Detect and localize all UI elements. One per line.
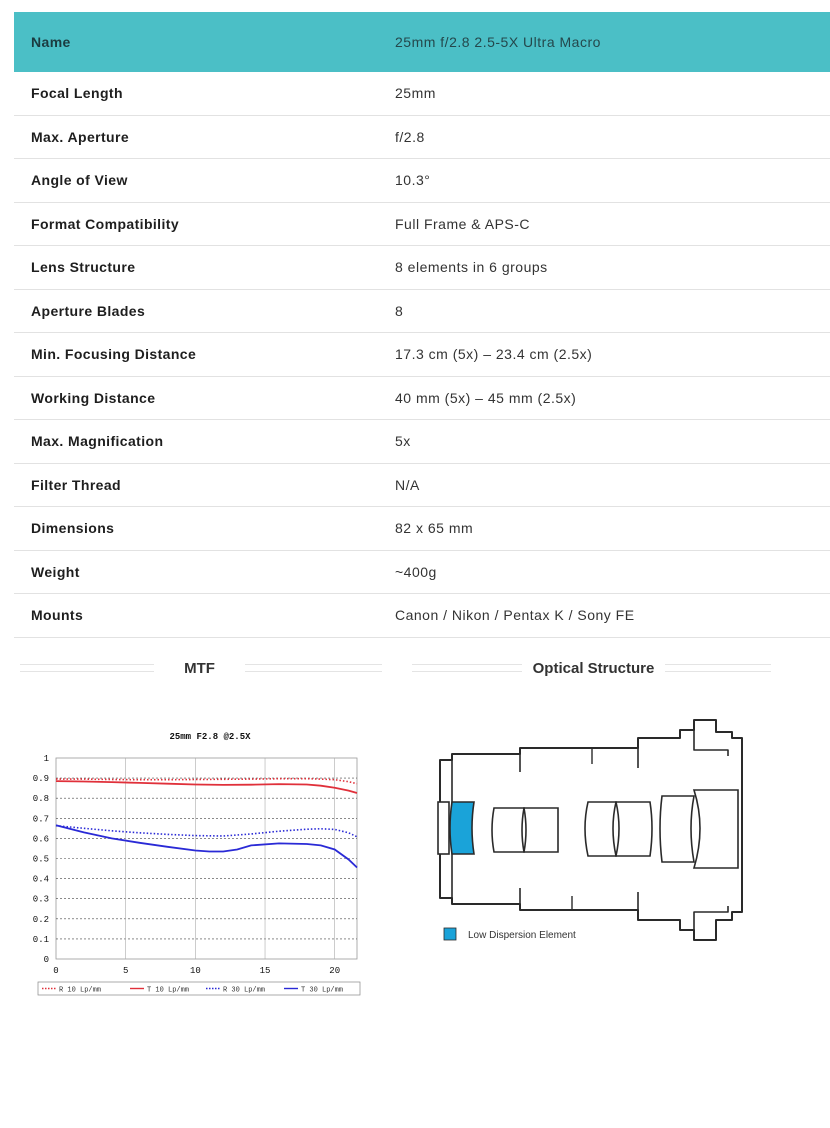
y-tick-label: 0 xyxy=(43,955,49,965)
x-tick-label: 5 xyxy=(122,966,129,976)
x-tick-label: 10 xyxy=(189,966,201,976)
y-tick-label: 0.4 xyxy=(32,874,49,885)
lens-element xyxy=(492,808,524,852)
y-tick-label: 1 xyxy=(43,754,49,764)
chart-title: 25mm F2.8 @2.5X xyxy=(169,732,251,742)
optical-section-title: Optical Structure xyxy=(532,660,655,677)
spec-value: f/2.8 xyxy=(395,128,425,145)
spec-row xyxy=(14,377,830,421)
spec-label: Name xyxy=(31,34,71,50)
section-divider xyxy=(412,664,522,672)
spec-row xyxy=(14,203,830,247)
spec-row xyxy=(14,333,830,377)
lens-element xyxy=(524,808,558,852)
lens-element xyxy=(438,802,449,854)
section-divider xyxy=(20,664,154,672)
spec-row xyxy=(14,420,830,464)
lens-element xyxy=(616,802,652,856)
lens-element xyxy=(694,790,738,868)
spec-row xyxy=(14,246,830,290)
spec-row xyxy=(14,551,830,595)
section-divider xyxy=(665,664,771,672)
section-divider xyxy=(245,664,382,672)
x-tick-label: 20 xyxy=(329,966,341,976)
spec-value: ~400g xyxy=(395,563,437,580)
spec-row xyxy=(14,464,830,508)
y-tick-label: 0.3 xyxy=(32,894,49,905)
mtf-chart xyxy=(28,720,368,1010)
spec-label: Lens Structure xyxy=(31,259,136,276)
spec-label: Dimensions xyxy=(31,520,115,537)
legend-entry: T 30 Lp/mm xyxy=(301,986,344,995)
specs-header-row xyxy=(14,12,830,72)
spec-value: 82 x 65 mm xyxy=(395,520,474,537)
spec-label: Angle of View xyxy=(31,172,128,189)
spec-row xyxy=(14,507,830,551)
spec-label: Filter Thread xyxy=(31,476,121,493)
legend-entry: R 30 Lp/mm xyxy=(223,986,266,995)
spec-value: 8 elements in 6 groups xyxy=(395,259,548,276)
spec-label: Max. Aperture xyxy=(31,128,130,145)
lens-element-low-dispersion xyxy=(450,802,474,854)
spec-label: Max. Magnification xyxy=(31,433,164,450)
mtf-series-line xyxy=(56,781,357,793)
spec-value: 25mm f/2.8 2.5-5X Ultra Macro xyxy=(395,34,601,50)
spec-label: Min. Focusing Distance xyxy=(31,346,197,363)
mtf-series-line xyxy=(56,825,357,867)
spec-label: Format Compatibility xyxy=(31,215,180,232)
lens-element xyxy=(585,802,616,856)
x-tick-label: 0 xyxy=(53,966,59,976)
spec-value: N/A xyxy=(395,476,420,493)
spec-row xyxy=(14,72,830,116)
legend-swatch xyxy=(444,928,456,940)
spec-label: Working Distance xyxy=(31,389,156,406)
spec-label: Focal Length xyxy=(31,85,123,102)
spec-label: Weight xyxy=(31,563,80,580)
spec-value: Canon / Nikon / Pentax K / Sony FE xyxy=(395,607,635,624)
y-tick-label: 0.9 xyxy=(32,774,49,785)
optical-structure-diagram xyxy=(432,712,762,952)
spec-value: 17.3 cm (5x) – 23.4 cm (2.5x) xyxy=(395,346,593,363)
y-tick-label: 0.6 xyxy=(32,834,49,845)
spec-row xyxy=(14,290,830,334)
lens-element xyxy=(660,796,694,862)
mtf-series-line xyxy=(56,826,357,837)
y-tick-label: 0.8 xyxy=(32,794,49,805)
x-tick-label: 15 xyxy=(259,966,271,976)
spec-value: 40 mm (5x) – 45 mm (2.5x) xyxy=(395,389,577,406)
spec-value: 10.3° xyxy=(395,172,431,189)
spec-row xyxy=(14,594,830,638)
y-tick-label: 0.1 xyxy=(32,934,49,945)
specs-table xyxy=(14,12,830,638)
spec-row xyxy=(14,159,830,203)
spec-row xyxy=(14,116,830,160)
spec-value: 25mm xyxy=(395,85,436,102)
spec-label: Aperture Blades xyxy=(31,302,146,319)
spec-value: Full Frame & APS-C xyxy=(395,215,531,232)
legend-entry: T 10 Lp/mm xyxy=(147,986,190,995)
mtf-section-title: MTF xyxy=(184,660,215,677)
spec-value: 5x xyxy=(395,433,411,450)
y-tick-label: 0.5 xyxy=(32,854,49,865)
spec-value: 8 xyxy=(395,302,404,319)
legend-entry: R 10 Lp/mm xyxy=(59,986,102,995)
y-tick-label: 0.7 xyxy=(32,814,49,825)
y-tick-label: 0.2 xyxy=(32,914,49,925)
legend-label: Low Dispersion Element xyxy=(468,930,576,941)
spec-label: Mounts xyxy=(31,607,84,624)
